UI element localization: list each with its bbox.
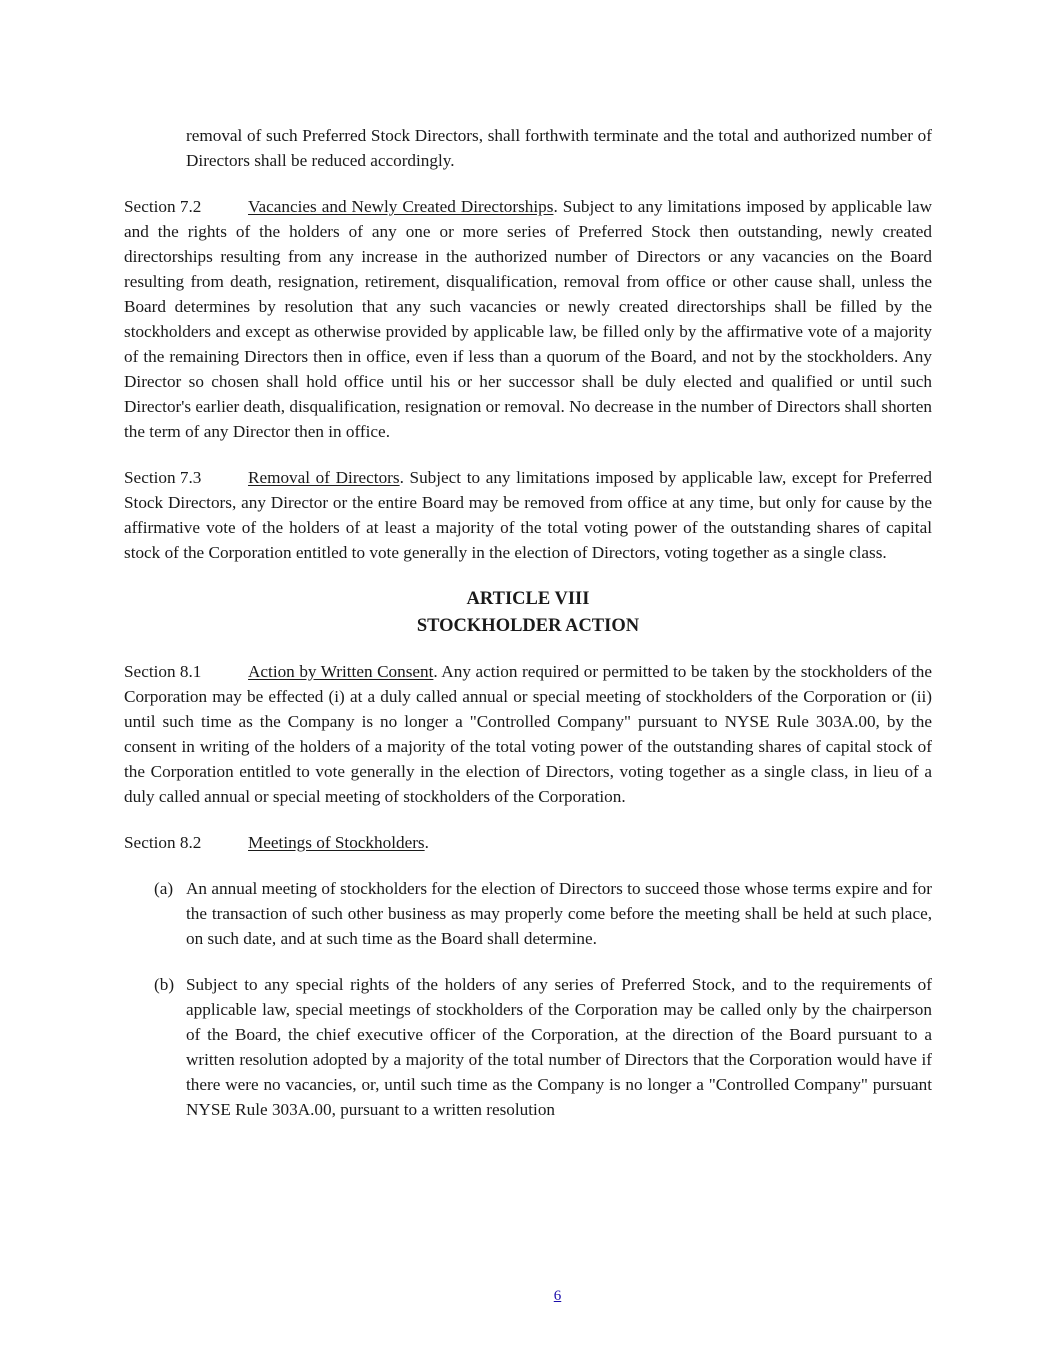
list-label: (b): [154, 975, 175, 994]
section-body: .: [424, 833, 429, 852]
section-body: . Any action required or permitted to be taken by the stockholders of the Corporation may be effected (i) at a duly called annual or special meeting of stockholders of the Corporation or (ii) until such time as the Company is no longer a "Controlled Company" pursuant to NYSE Rule 303A.00, by the consent in writing of the holders of a majority of the total voting power of the outstanding shares of capital stock of the Corporation entitled to vote generally in the election of Directors, voting together as a single class, in lieu of a duly called annual or special meeting of stockholders of the Corporation.: [124, 662, 932, 806]
section-number: Section 7.2: [124, 197, 202, 216]
section-title: Action by Written Consent: [248, 662, 434, 681]
section-7-3: [124, 465, 932, 565]
section-title: Vacancies and Newly Created Directorships: [248, 197, 554, 216]
list-item-b: [154, 972, 932, 1122]
section-number: Section 8.2: [124, 833, 202, 852]
list-text: Subject to any special rights of the holders of any series of Preferred Stock, and to the requirements of applicable law, special meetings of stockholders of the Corporation may be called only by the chairperson of the Board, the chief executive officer of the Corporation, at the direction of the Board pursuant to a written resolution adopted by a majority of the total number of Directors that the Corporation would have if there were no vacancies, or, until such time as the Company is no longer a "Controlled Company" pursuant NYSE Rule 303A.00, pursuant to a written resolution: [186, 975, 932, 1119]
list-text: An annual meeting of stockholders for the election of Directors to succeed those whose terms expire and for the transaction of such other business as may properly come before the meeting shall be held at such place, on such date, and at such time as the Board shall determine.: [186, 879, 932, 948]
page-number-link[interactable]: 6: [553, 1288, 562, 1304]
section-number: Section 8.1: [124, 662, 202, 681]
article-number: ARTICLE VIII: [466, 589, 590, 609]
article-heading: [124, 586, 932, 640]
section-body: . Subject to any limitations imposed by applicable law, except for Preferred Stock Directors, any Director or the entire Board may be removed from office at any time, but only for cause by the affirmative vote of the holders of at least a majority of the total voting power of the outstanding shares of capital stock of the Corporation entitled to vote generally in the election of Directors, voting together as a single class.: [124, 468, 932, 562]
section-body: . Subject to any limitations imposed by applicable law and the rights of the holders of any one or more series of Preferred Stock then outstanding, newly created directorships resulting from any increase in the authorized number of Directors or any vacancies on the Board resulting from death, resignation, retirement, disqualification, removal from office or other cause shall, unless the Board determines by resolution that any such vacancies or newly created directorships shall be filled by the stockholders and except as otherwise provided by applicable law, be filled only by the affirmative vote of a majority of the remaining Directors then in office, even if less than a quorum of the Board, and not by the stockholders. Any Director so chosen shall hold office until his or her successor shall be duly elected and qualified or until such Director's earlier death, disqualification, resignation or removal. No decrease in the number of Directors shall shorten the term of any Director then in office.: [124, 197, 932, 441]
section-title: Removal of Directors: [248, 468, 400, 487]
continued-paragraph: removal of such Preferred Stock Directors, shall forthwith terminate and the total and authorized number of Directors shall be reduced accordingly.: [186, 126, 932, 170]
section-8-2: [124, 830, 932, 855]
section-8-1: [124, 659, 932, 809]
list-label: (a): [154, 879, 174, 898]
section-7-2: [124, 194, 932, 444]
section-number: Section 7.3: [124, 468, 202, 487]
section-title: Meetings of Stockholders: [248, 833, 425, 852]
document-page: [124, 123, 932, 1143]
list-item-a: [154, 876, 932, 951]
article-title: STOCKHOLDER ACTION: [416, 616, 640, 636]
